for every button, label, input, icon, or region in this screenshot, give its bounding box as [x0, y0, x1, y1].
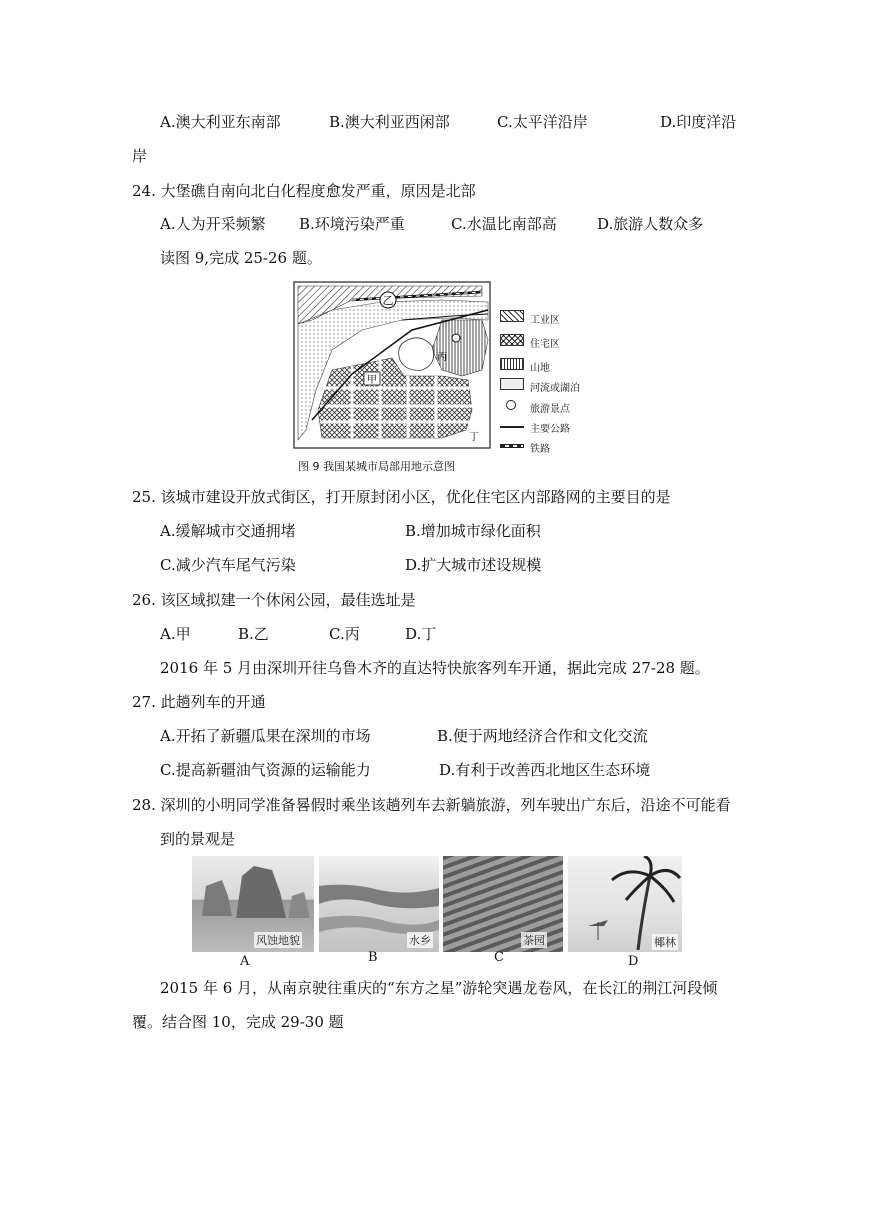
- legend-railway: 铁路: [530, 444, 550, 455]
- photo-b-water-town: [319, 856, 439, 952]
- map-label-yi: 乙: [382, 294, 394, 307]
- q26-option-a: A.甲: [160, 625, 191, 643]
- photo-d-palm-grove: [568, 856, 682, 952]
- q25-question: 25. 该城市建设开放式街区，打开原封闭小区，优化住宅区内部路网的主要目的是: [132, 488, 671, 506]
- q23-option-d-continued: 岸: [132, 147, 148, 165]
- photo-d-letter: D: [628, 954, 639, 969]
- figure-9-caption: 图 9 我国某城市局部用地示意图: [298, 460, 455, 473]
- q23-option-b: B.澳大利亚西闲部: [329, 113, 450, 131]
- q27-option-d: D.有利于改善西北地区生态环境: [439, 761, 651, 779]
- q23-option-a: A.澳大利亚东南部: [160, 113, 281, 131]
- q26-option-c: C.丙: [329, 625, 360, 643]
- q24-option-d: D.旅游人数众多: [597, 215, 704, 233]
- legend-residential: 住宅区: [530, 339, 560, 350]
- q24-option-b: B.环境污染严重: [299, 215, 405, 233]
- q24-option-a: A.人为开采频繁: [160, 215, 266, 233]
- legend-industrial: 工业区: [530, 315, 560, 326]
- map-label-bing: 丙: [437, 352, 447, 363]
- q27-option-c: C.提高新疆油气资源的运输能力: [160, 761, 371, 779]
- photo-c-letter: C: [494, 950, 504, 965]
- q24-option-c: C.水温比南部高: [451, 215, 557, 233]
- map-label-jia: 甲: [367, 375, 377, 386]
- legend-road-icon: [500, 426, 524, 428]
- legend-scenic-spot-icon: [506, 400, 516, 410]
- figure-9-city-land-use-map: [292, 280, 598, 476]
- q28-question: 28. 深圳的小明同学准备晷假时乘坐该趟列车去新躺旅游，列车驶出广东后，沿途不可能看: [132, 796, 731, 814]
- q27-option-a: A.开拓了新疆瓜果在深圳的市场: [160, 727, 371, 745]
- q25-option-d: D.扩大城市述设规模: [405, 556, 542, 574]
- photo-a-wind-erosion: [192, 856, 314, 952]
- q26-option-b: B.乙: [238, 625, 269, 643]
- legend-road: 主要公路: [530, 424, 570, 435]
- intro-27-28: 2016 年 5 月由深圳开往乌鲁木齐的直达特快旅客列车开通，据此完成 27-28 题。: [160, 659, 710, 677]
- photo-c-tea-garden: [443, 856, 563, 952]
- intro-29-30-line-2: 覆。结合图 10，完成 29-30 题: [132, 1013, 344, 1031]
- map-label-ding: 丁: [469, 432, 479, 443]
- q26-option-d: D.丁: [405, 625, 437, 643]
- legend-water-swatch: [500, 378, 524, 390]
- photo-a-letter: A: [240, 954, 250, 969]
- q24-question: 24. 大堡礁自南向北白化程度愈发严重，原因是北部: [132, 182, 476, 200]
- q25-option-c: C.减少汽车尾气污染: [160, 556, 296, 574]
- photo-b-label: 水乡: [409, 934, 431, 947]
- q23-option-d: D.印度洋沿: [660, 113, 737, 131]
- intro-25-26: 读图 9,完成 25-26 题。: [160, 249, 322, 267]
- legend-industrial-swatch: [500, 310, 524, 322]
- q23-option-c: C.太平洋沿岸: [497, 113, 588, 131]
- q27-question: 27. 此趟列车的开通: [132, 693, 266, 711]
- photo-d-label: 椰林: [654, 936, 676, 949]
- q27-option-b: B.便于两地经济合作和文化交流: [437, 727, 648, 745]
- legend-water: 河流或湖泊: [530, 383, 580, 394]
- legend-scenic-spot: 旅游景点: [530, 404, 570, 415]
- q28-question-continued: 到的景观是: [160, 830, 236, 848]
- photo-a-label: 风蚀地貌: [256, 934, 300, 947]
- q25-option-b: B.增加城市绿化面积: [405, 522, 541, 540]
- q26-question: 26. 该区域拟建一个休闲公园，最佳选址是: [132, 591, 416, 609]
- photo-c-label: 茶园: [523, 934, 545, 947]
- photo-b-letter: B: [368, 950, 378, 965]
- q25-option-a: A.缓解城市交通拥堵: [160, 522, 296, 540]
- intro-29-30-line-1: 2015 年 6 月，从南京驶往重庆的“东方之星”游轮突遇龙卷风，在长江的荆江河段倾: [160, 979, 718, 997]
- legend-residential-swatch: [500, 334, 524, 346]
- legend-mountain-swatch: [500, 358, 524, 370]
- legend-mountain: 山地: [530, 363, 550, 374]
- legend-railway-icon: [500, 444, 524, 448]
